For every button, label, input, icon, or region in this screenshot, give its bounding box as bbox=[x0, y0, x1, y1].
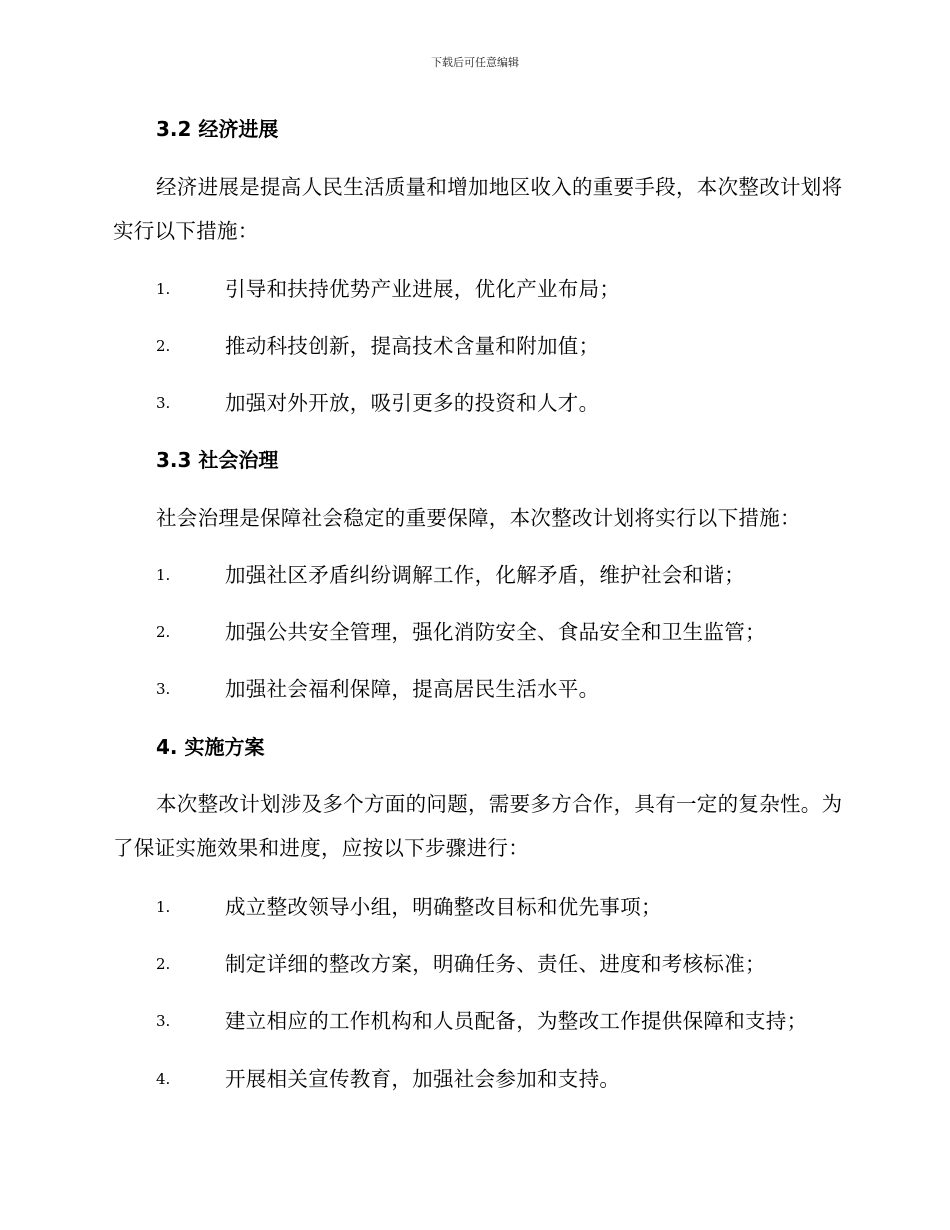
list-item-number: 4. bbox=[156, 1070, 171, 1088]
list-item-text: 引导和扶持优势产业进展，优化产业布局； bbox=[225, 277, 621, 301]
list-item-text: 加强对外开放，吸引更多的投资和人才。 bbox=[225, 391, 600, 415]
list-item bbox=[156, 1006, 856, 1036]
list-item-number: 3. bbox=[156, 394, 171, 412]
list-item-text: 制定详细的整改方案，明确任务、责任、进度和考核标准； bbox=[225, 952, 766, 976]
list-item bbox=[156, 949, 856, 979]
list-item-text: 加强公共安全管理，强化消防安全、食品安全和卫生监管； bbox=[225, 620, 766, 644]
list-item-number: 3. bbox=[156, 680, 171, 698]
list-item-number: 1. bbox=[156, 898, 171, 916]
list-item-number: 3. bbox=[156, 1012, 171, 1030]
list-item bbox=[156, 560, 856, 590]
section-intro-4: 本次整改计划涉及多个方面的问题，需要多方合作，具有一定的复杂性。为了保证实施效果和进度，应按以下步骤进行： bbox=[113, 792, 843, 860]
list-item-text: 开展相关宣传教育，加强社会参加和支持。 bbox=[225, 1067, 621, 1091]
page-header-note: 下载后可任意编辑 bbox=[431, 56, 519, 69]
list-item-number: 1. bbox=[156, 566, 171, 584]
list-item-text: 加强社会福利保障，提高居民生活水平。 bbox=[225, 677, 600, 701]
list-item-number: 2. bbox=[156, 337, 171, 355]
list-item-text: 建立相应的工作机构和人员配备，为整改工作提供保障和支持； bbox=[225, 1009, 808, 1033]
list-item-number: 2. bbox=[156, 955, 171, 973]
list-item-text: 成立整改领导小组，明确整改目标和优先事项； bbox=[225, 895, 662, 919]
section-intro-3-3: 社会治理是保障社会稳定的重要保障，本次整改计划将实行以下措施： bbox=[156, 506, 801, 530]
list-item bbox=[156, 892, 856, 922]
list-item bbox=[156, 617, 856, 647]
section-intro-3-2: 经济进展是提高人民生活质量和增加地区收入的重要手段，本次整改计划将实行以下措施： bbox=[113, 175, 843, 243]
section-heading-3-2: 3.2 经济进展 bbox=[156, 117, 279, 141]
list-item bbox=[156, 331, 856, 361]
list-item-number: 1. bbox=[156, 280, 171, 298]
list-item bbox=[156, 274, 856, 304]
list-item bbox=[156, 1064, 856, 1094]
list-item-text: 推动科技创新，提高技术含量和附加值； bbox=[225, 334, 600, 358]
section-heading-4: 4. 实施方案 bbox=[156, 735, 265, 759]
list-item bbox=[156, 674, 856, 704]
list-item bbox=[156, 388, 856, 418]
section-heading-3-3: 3.3 社会治理 bbox=[156, 448, 279, 472]
list-item-number: 2. bbox=[156, 623, 171, 641]
list-item-text: 加强社区矛盾纠纷调解工作，化解矛盾，维护社会和谐； bbox=[225, 563, 745, 587]
